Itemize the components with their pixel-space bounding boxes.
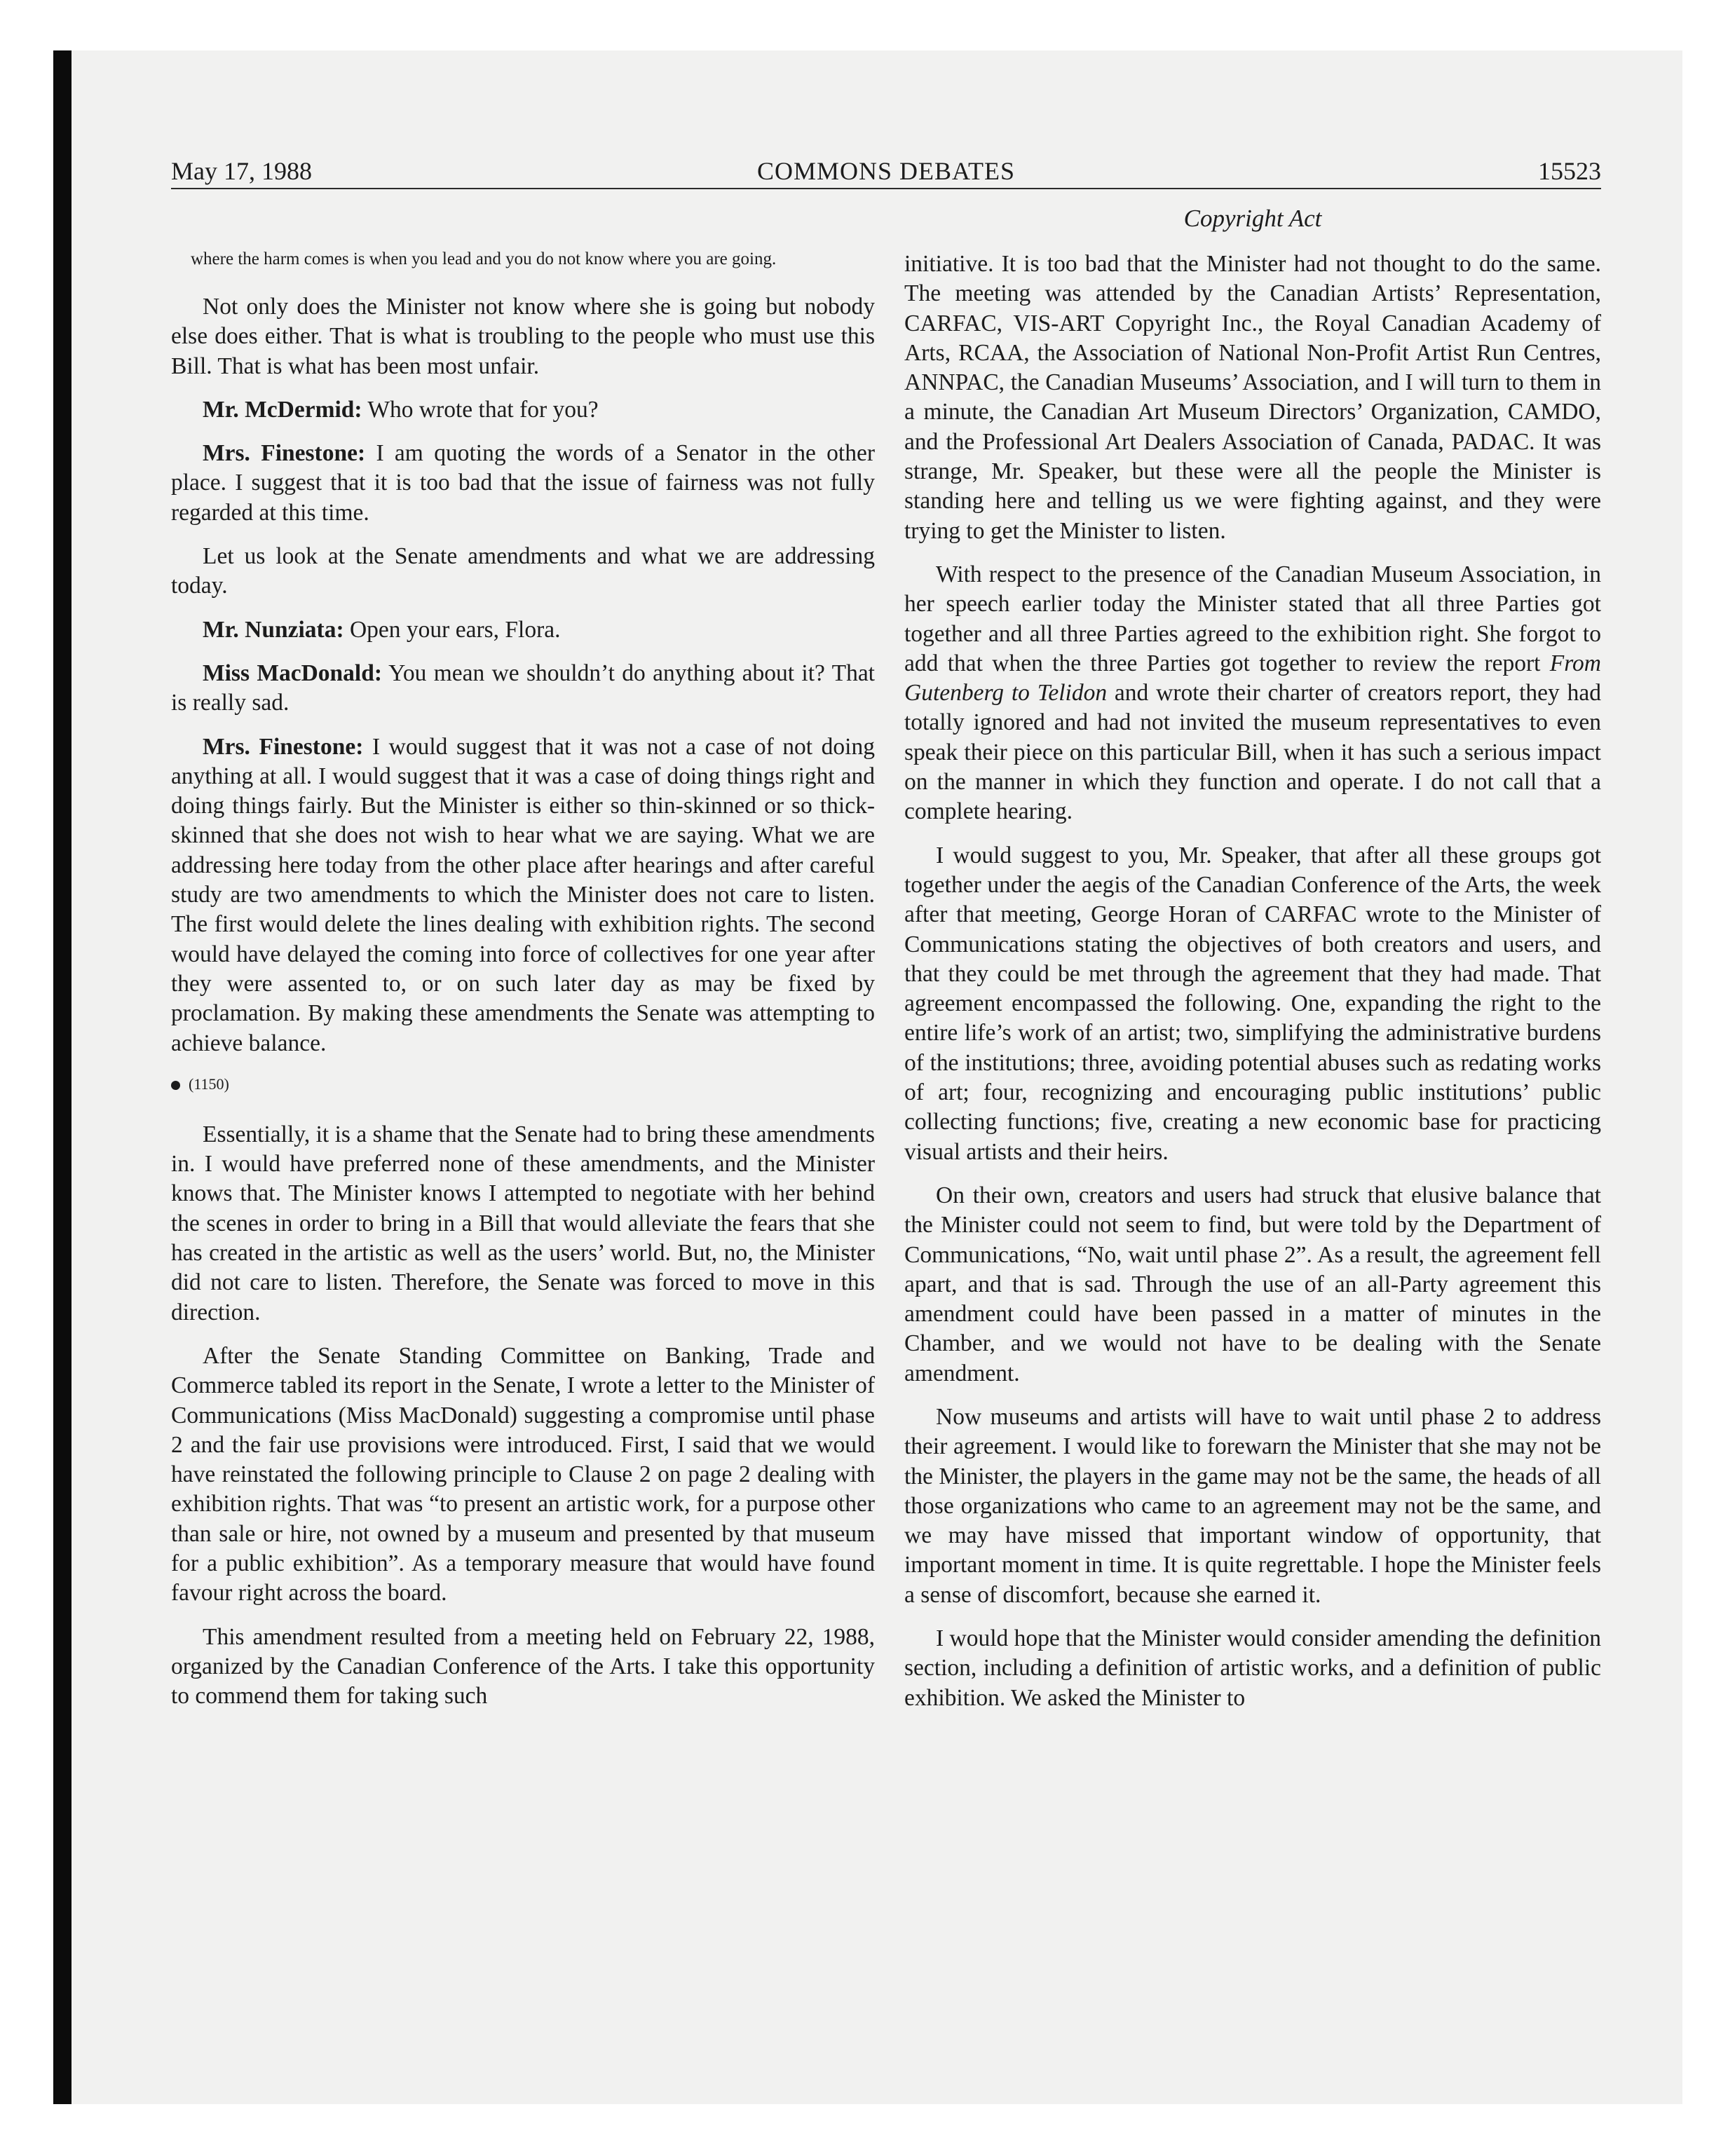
paragraph: Let us look at the Senate amendments and what we are addressing today. <box>171 543 875 599</box>
paragraph-text: With respect to the presence of the Canadian Museum Association, in her speech earlier today the Minister stated that all three Parties got together and all three Parties agreed to the exhibition right. She forgot to add that when the three Parties got together to review the report <box>904 561 1601 676</box>
speaker-name: Mrs. Finestone: <box>203 733 364 760</box>
speech-text: I would suggest that it was not a case of not doing anything at all. I would suggest that it was a case of doing things right and doing things fairly. But the Minister is either so thin-skinned or so thick-skinned that she does not wish to hear what we are saying. What we are addressing here today from the other place after hearings and after careful study are two amendments to which the Minister does not care to listen. The first would delete the lines dealing with exhibition rights. The second would have delayed the coming into force of collectives for one year after they were assented to, or on such later day as may be fixed by proclamation. By making these amendments the Senate was attempting to achieve balance. <box>171 733 875 1056</box>
speech-text: You mean we shouldn’t do anything about it? That is really sad. <box>171 660 875 716</box>
scan-edge-shadow <box>53 50 72 2104</box>
section-title: Copyright Act <box>1183 205 1322 232</box>
paragraph: After the Senate Standing Committee on Banking, Trade and Commerce tabled its report in the Senate, I wrote a letter to the Minister of Communications (Miss MacDonald) suggesting a compromise until phase 2 and the fair use provisions were introduced. First, I said that we would have reinstated the following principle to Clause 2 on page 2 dealing with exhibition rights. That was “to present an artistic work, for a purpose other than sale or hire, not owned by a museum and presented by that museum for a public exhibition”. As a temporary measure that would have found favour right across the board. <box>171 1342 875 1606</box>
paragraph <box>171 395 875 425</box>
paragraph: I would hope that the Minister would consider amending the definition section, including a definition of artistic works, and a definition of public exhibition. We asked the Minister to <box>904 1625 1601 1711</box>
paragraph: This amendment resulted from a meeting held on February 22, 1988, organized by the Canadian Conference of the Arts. I take this opportunity to commend them for taking such <box>171 1623 875 1710</box>
time-marker <box>171 1072 875 1096</box>
quoted-passage: where the harm comes is when you lead and you do not know where you are going. <box>191 250 777 268</box>
speech-text: I am quoting the words of a Senator in the other place. I suggest that it is too bad that the issue of fairness was not fully regarded at this time. <box>171 440 875 526</box>
left-column <box>171 247 875 1725</box>
right-column <box>904 250 1601 1727</box>
paragraph <box>171 659 875 718</box>
page-number: 15523 <box>1538 157 1601 185</box>
paragraph: Essentially, it is a shame that the Senate had to bring these amendments in. I would have preferred none of these amendments, and the Minister knows that. The Minister knows I attempted to negotiate with her behind the scenes in order to bring in a Bill that would alleviate the fears that she has created in the artistic as well as the users’ world. But, no, the Minister did not care to listen. Therefore, the Senate was forced to move in this direction. <box>171 1121 875 1325</box>
paragraph: On their own, creators and users had struck that elusive balance that the Minister could not seem to find, but were told by the Department of Communications, “No, wait until phase 2”. As a result, the agreement fell apart, and that is sad. Through the use of an all-Party agreement this amendment could have been passed in a matter of minutes in the Chamber, and we would not have to be dealing with the Senate amendment. <box>904 1182 1601 1386</box>
speaker-name: Miss MacDonald: <box>203 660 382 686</box>
speaker-name: Mr. Nunziata: <box>203 616 344 643</box>
speaker-name: Mr. McDermid: <box>203 396 362 423</box>
speech-text: Open your ears, Flora. <box>343 616 561 643</box>
speech-text: Who wrote that for you? <box>362 396 599 423</box>
bullet-icon <box>171 1081 180 1090</box>
paragraph-text: and wrote their charter of creators report, they had totally ignored and had not invited the museum representatives to even speak their piece on this particular Bill, when it has such a serious impact on the manner in which they function and operate. I do not call that a complete hearing. <box>904 680 1601 825</box>
time-marker-text: (1150) <box>189 1074 229 1093</box>
header-date: May 17, 1988 <box>171 157 312 185</box>
speaker-name: Mrs. Finestone: <box>203 440 366 467</box>
report-title: From Gutenberg to Telidon <box>904 650 1601 707</box>
paragraph: I would suggest to you, Mr. Speaker, that after all these groups got together under the aegis of the Canadian Conference of the Arts, the week after that meeting, George Horan of CARFAC wrote to the Minister of Communications stating the objectives of both creators and users, and that they could be met through the agreement that they had made. That agreement encompassed the following. One, expanding the right to the entire life’s work of an artist; two, simplifying the administrative burdens of the institutions; three, avoiding potential abuses such as redating works of art; four, recognizing and encouraging public institutions’ public collecting functions; five, creating a new economic base for practicing visual artists and their heirs. <box>904 842 1601 1165</box>
running-header <box>171 156 1601 189</box>
paragraph: Not only does the Minister not know where she is going but nobody else does either. That is what is troubling to the people who must use this Bill. That is what has been most unfair. <box>171 294 875 379</box>
paragraph <box>171 615 875 645</box>
paragraph <box>904 560 1601 827</box>
paragraph: Now museums and artists will have to wait until phase 2 to address their agreement. I would like to forewarn the Minister that she may not be the Minister, the players in the game may not be the same, the heads of all those organizations who came to an agreement may not be the same, and we may have missed that important window of opportunity, that important moment in time. It is quite regrettable. I hope the Minister feels a sense of discomfort, because she earned it. <box>904 1403 1601 1608</box>
paragraph <box>171 439 875 528</box>
header-title: COMMONS DEBATES <box>756 157 1016 185</box>
paragraph <box>171 732 875 1058</box>
paragraph-continued: initiative. It is too bad that the Minister had not thought to do the same. The meeting was attended by the Canadian Artists’ Representation, CARFAC, VIS-ART Copyright Inc., the Royal Canadian Academy of Arts, RCAA, the Association of National Non-Profit Artist Run Centres, ANNPAC, the Canadian Museums’ Association, and I will turn to them in a minute, the Canadian Art Museum Directors’ Organization, CAMDO, and the Professional Art Dealers Association of Canada, PADAC. It was strange, Mr. Speaker, but these were all the people the Minister is standing here and telling us we were fighting against, and they were trying to get the Minister to listen. <box>904 251 1601 544</box>
